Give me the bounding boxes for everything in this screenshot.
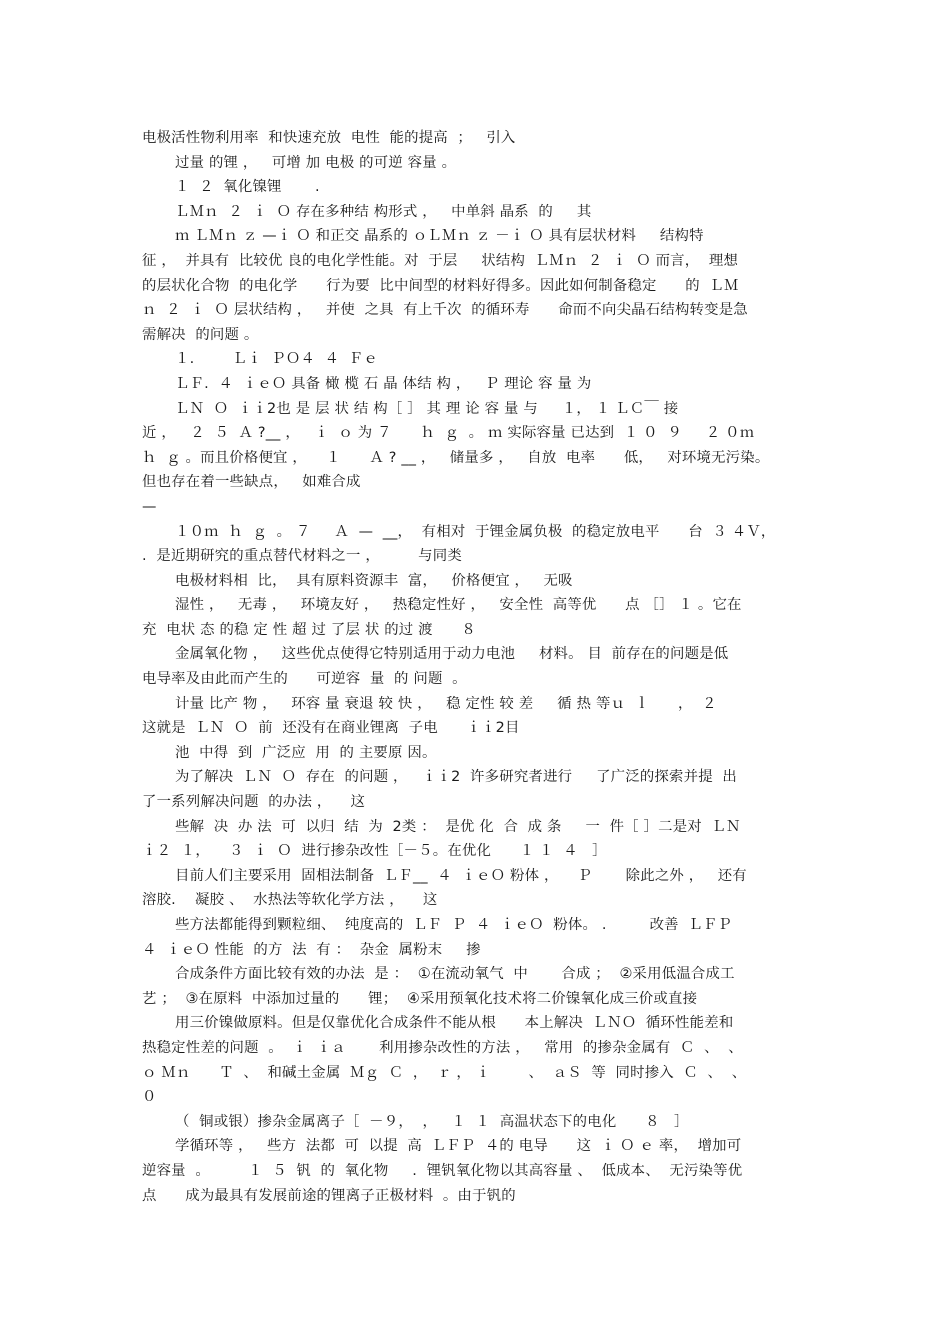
- text-line: 为了解决 ＬＮ Ｏ 存在 的问题 ， ｉｉ2 许多研究者进行 了广泛的探索并提 出: [175, 769, 737, 786]
- text-line: 逆容量 。 １ ５ 钒 的 氧化物 . 锂钒氧化物以其高容量 、 低成本、 无污染等优: [142, 1162, 743, 1179]
- text-line: 充 电状 态 的稳 定 性 超 过 了层 状 的过 渡 ８: [142, 621, 476, 638]
- text-line: ＬＭｎ ２ ｉ Ｏ 存在多种结 构形式 ， 中单斜 晶系 的 其: [175, 203, 592, 220]
- text-line: ｎ ２ ｉ Ｏ 层状结构 ， 并使 之具 有上千次 的循环寿 命而不向尖晶石结构转变是急: [142, 302, 748, 319]
- text-line: —: [142, 498, 157, 515]
- text-line: ＬＦ. ４ ｉｅＯ 具备 橄 榄 石 晶 体结 构 ， Ｐ 理论 容 量 为: [175, 375, 592, 392]
- text-line: ｏ Ｍｎ Ｔ 、 和碱土金属 Ｍｇ Ｃ ， ｒ ， ｉ 、 ａＳ 等 同时掺入 Ｃ 、 、: [142, 1064, 747, 1081]
- text-line: 需解决 的问题 。: [142, 326, 259, 343]
- text-line: 湿性 ， 无毒 ， 环境友好 ， 热稳定性好 ， 安全性 高等优 点 ［］ １ 。它在: [175, 597, 742, 614]
- text-line: 电极活性物利用率 和快速充放 电性 能的提高 ； 引入: [142, 130, 516, 146]
- text-line: 过量 的锂 ， 可增 加 电极 的可逆 容量 。: [175, 154, 457, 171]
- text-line: 热稳定性差的问题 。 ｉ ｉａ 利用掺杂改性的方法 ， 常用 的掺杂金属有 Ｃ 、 、: [142, 1039, 743, 1056]
- text-line: 近 ， ２ ５ Ａ ?__ ， ｉ ｏ 为 ７ ｈ ｇ 。 ｍ 实际容量 已达到 １ ０ ９ ２ ０ｍ: [142, 425, 755, 442]
- text-line: ｍ ＬＭｎ ｚ —ｉ Ｏ 和正交 晶系的 ｏＬＭｎ ｚ －ｉ Ｏ 具有层状材料 结构特: [175, 228, 704, 245]
- text-line: １. Ｌｉ ＰＯ４ ４ Ｆｅ: [175, 351, 378, 368]
- text-line: 些方法都能得到颗粒细、 纯度高的 ＬＦ Ｐ ４ ｉｅＯ 粉体。 . 改善 ＬＦＰ: [175, 917, 733, 933]
- text-line: ＬＮ Ｏ ｉｉ2也 是 层 状 结 构［ ］ 其 理 论 容 量 与 １， １ ＬＣ￣ 接: [175, 400, 679, 417]
- text-line: ｈ ｇ 。而且价格便宜 ， １ Ａ ? __ ， 储量多 ， 自放 电率 低， 对环境无污染。: [142, 449, 770, 466]
- text-line: ｉ２ １， ３ ｉ Ｏ 进行掺杂改性［－５。在优化 １ １ ４ ］: [142, 843, 607, 860]
- text-line: 这就是 ＬＮ Ｏ 前 还没有在商业锂离 子电 ｉｉ2目: [142, 720, 520, 737]
- text-line: ４ ｉｅＯ 性能 的方 法 有 ： 杂金 属粉末 掺: [142, 941, 481, 958]
- text-line: 但也存在着一些缺点， 如难合成: [142, 474, 361, 491]
- text-line: 点 成为最具有发展前途的锂离子正极材料 。由于钒的: [142, 1187, 516, 1204]
- text-line: ０: [142, 1089, 157, 1106]
- text-line: 电导率及由此而产生的 可逆容 量 的 问题 。: [142, 671, 467, 688]
- text-line: 溶胶. 凝胶 、 水热法等软化学方法 ， 这: [142, 892, 438, 909]
- text-line: . 是近期研究的重点替代材料之一 ， 与同类: [142, 548, 462, 565]
- text-line: 目前人们主要采用 固相法制备 ＬＦ__ ４ ｉｅＯ 粉体 ， Ｐ 除此之外 ， 还有: [175, 867, 747, 884]
- text-line: 了一系列解决问题 的办法 ， 这: [142, 794, 366, 811]
- text-line: 的层状化合物 的电化学 行为要 比中间型的材料好得多。因此如何制备稳定 的 ＬＭ: [142, 277, 739, 294]
- text-line: 池 中得 到 广泛应 用 的 主要原 因。: [175, 744, 437, 761]
- text-line: 些解 决 办 法 可 以归 结 为 2类 ： 是优 化 合 成 条 一 件［ ］二是对 ＬＮ: [175, 818, 741, 835]
- body-text: [142, 126, 822, 1208]
- text-line: 计量 比产 物 ， 环容 量 衰退 较 快 ， 稳 定性 较 差 循 热 等ｕ ｌ ， ２: [175, 695, 717, 712]
- text-line: 征 ， 并具有 比较优 良的电化学性能。对 于层 状结构 ＬＭｎ ２ ｉ Ｏ 而言， 理想: [142, 252, 739, 269]
- text-line: 学循环等 ， 些方 法都 可 以提 高 ＬＦＰ ４的 电导 这 ｉ Ｏ ｅ 率， 增加可: [175, 1138, 742, 1155]
- text-line: 用三价镍做原料。但是仅靠优化合成条件不能从根 本上解决 ＬＮＯ 循环性能差和: [175, 1015, 734, 1032]
- text-line: １ ２ 氧化镍锂 .: [175, 179, 320, 196]
- text-line: 合成条件方面比较有效的办法 是 ： ①在流动氧气 中 合成 ； ②采用低温合成工: [175, 966, 735, 983]
- text-line: １０ｍ ｈ ｇ 。 ７ Ａ — __， 有相对 于锂金属负极 的稳定放电平 台 ３ ４Ｖ，: [175, 523, 776, 540]
- text-line: 艺 ； ③在原料 中添加过量的 锂； ④采用预氧化技术将二价镍氧化成三价或直接: [142, 990, 698, 1007]
- text-line: 金属氧化物 ， 这些优点使得它特别适用于动力电池 材料。 目 前存在的问题是低: [175, 646, 729, 663]
- text-line: 电极材料相 比， 具有原料资源丰 富， 价格便宜 ， 无吸: [175, 572, 573, 589]
- text-line: （ 铜或银）掺杂金属离子［ －９， ， １ １ 高温状态下的电化 ８ ］: [175, 1113, 689, 1130]
